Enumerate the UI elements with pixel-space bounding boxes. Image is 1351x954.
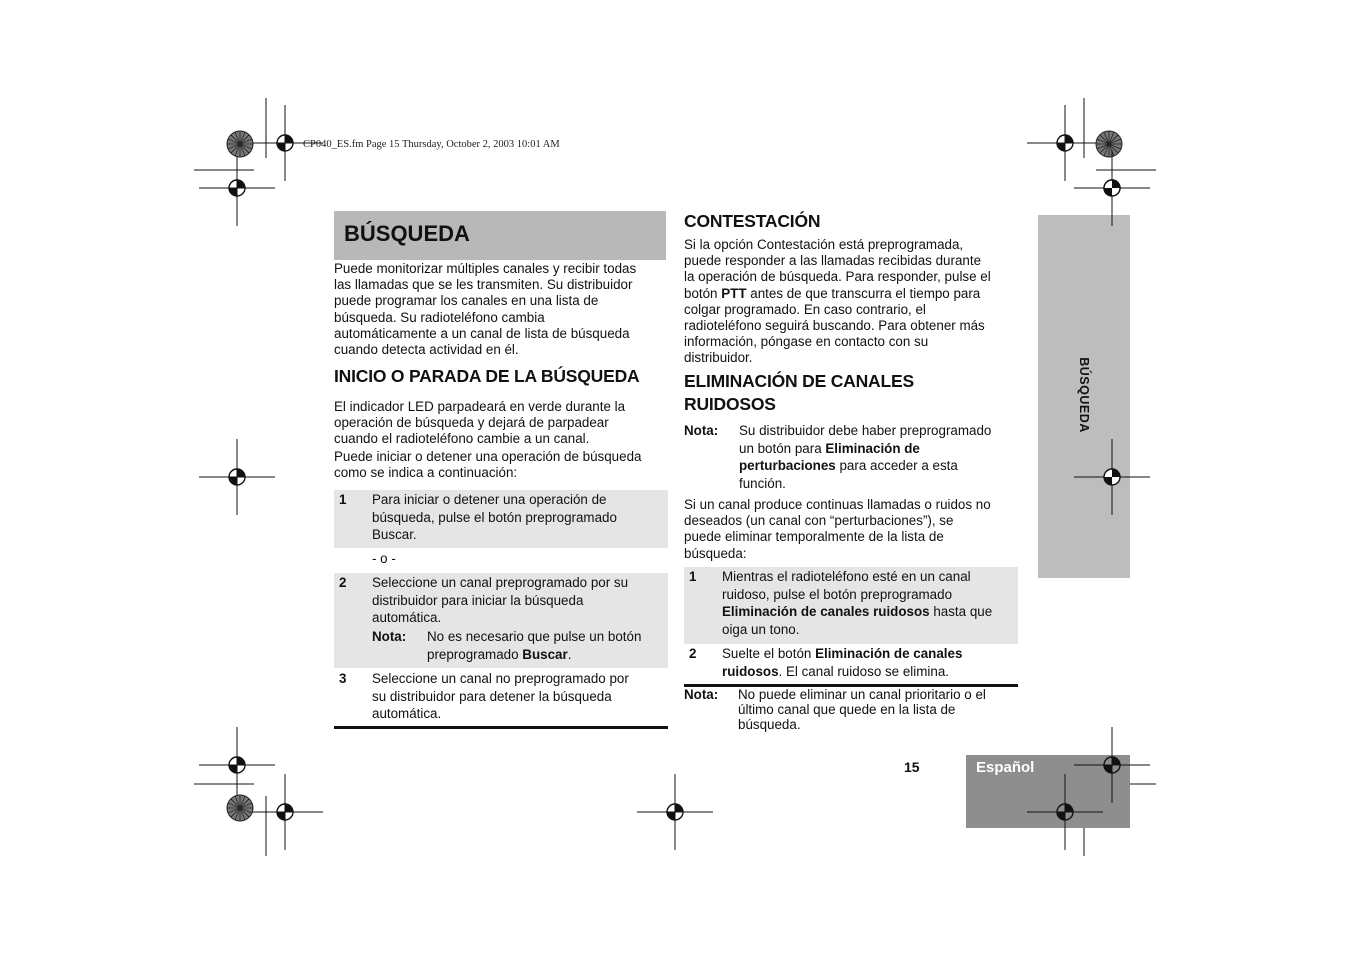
- text-line: Para iniciar o detener una operación de: [372, 492, 607, 507]
- text-line: puede eliminar temporalmente de la lista de: [684, 529, 944, 545]
- text-line: Puede monitorizar múltiples canales y recibir todas: [334, 261, 637, 276]
- text-line: oiga un tono.: [722, 621, 800, 637]
- text-line: distribuidor para iniciar la búsqueda: [372, 592, 584, 608]
- language-tab: [966, 755, 1130, 828]
- text-run: preprogramado: [427, 646, 523, 662]
- step-r-1: [684, 567, 1018, 644]
- text-run: Suelte el botón: [722, 646, 816, 661]
- bold-term: Eliminación de canales: [815, 646, 963, 661]
- bold-term: Buscar: [522, 646, 568, 662]
- text-line: automática.: [372, 610, 442, 625]
- text-line: radioteléfono seguirá buscando. Para obtener más: [684, 318, 985, 334]
- text-line: cuando el radioteléfono cambie a un canal.: [334, 431, 590, 447]
- text-line: búsqueda.: [738, 717, 801, 732]
- step-number: 2: [689, 646, 697, 661]
- text-line: búsqueda:: [684, 545, 747, 561]
- text-line: deseados (un canal con “perturbaciones”), se: [684, 513, 954, 529]
- step-r-2: [684, 645, 1018, 684]
- eliminacion-paragraph: [684, 497, 1018, 562]
- text-run: un botón para: [739, 440, 826, 456]
- or-separator: - o -: [372, 551, 396, 566]
- led-paragraph: [334, 399, 668, 448]
- text-line: Seleccione un canal preprogramado por su: [372, 575, 629, 590]
- text-line: Buscar.: [372, 527, 417, 542]
- contestacion-heading: CONTESTACIÓN: [684, 211, 821, 231]
- text-line: El indicador LED parpadeará en verde durante la: [334, 399, 626, 414]
- page-number: 15: [904, 759, 920, 775]
- text-line: información, póngase en contacto con su: [684, 334, 929, 350]
- text-line: [739, 457, 1019, 475]
- text-run: antes de que transcurra el tiempo para: [746, 285, 981, 301]
- text-line: No puede eliminar un canal prioritario o el: [738, 687, 986, 702]
- note-label: Nota:: [684, 423, 719, 438]
- instructions-paragraph: [334, 449, 668, 481]
- text-line: [722, 645, 1012, 663]
- intro-paragraph: [334, 261, 668, 358]
- table-end-rule: [334, 726, 668, 729]
- text-line: ruidoso, pulse el botón preprogramado: [722, 586, 953, 602]
- step-text: [372, 670, 660, 723]
- text-line: No es necesario que pulse un botón: [427, 629, 642, 644]
- bold-term: Eliminación de canales ruidosos: [722, 604, 930, 619]
- section-heading: INICIO O PARADA DE LA BÚSQUEDA: [334, 366, 640, 386]
- note-text: [427, 628, 641, 663]
- step-3: [334, 670, 668, 726]
- text-line: distribuidor.: [684, 350, 753, 366]
- text-line: Seleccione un canal no preprogramado por: [372, 671, 629, 686]
- note-text: [738, 687, 1018, 732]
- text-line: Su distribuidor debe haber preprogramado: [739, 423, 992, 438]
- step-text: [372, 491, 660, 544]
- text-line: Mientras el radioteléfono esté en un canal: [722, 569, 971, 584]
- text-line: Si la opción Contestación está preprogramada,: [684, 237, 964, 252]
- text-line: la operación de búsqueda. Para responder, pulse el: [684, 269, 991, 285]
- text-line: cuando detecta actividad en él.: [334, 342, 519, 358]
- side-tab-label: BÚSQUEDA: [1077, 357, 1091, 433]
- bold-term: PTT: [721, 285, 747, 301]
- bold-term: ruidosos: [722, 663, 779, 679]
- text-run: hasta que: [929, 604, 993, 619]
- text-run: . El canal ruidoso se elimina.: [778, 663, 949, 679]
- text-line: [722, 663, 1012, 681]
- bold-term: perturbaciones: [739, 458, 836, 473]
- text-line: operación de búsqueda y dejará de parpadear: [334, 415, 609, 431]
- step-2: [334, 573, 668, 668]
- text-line: [739, 440, 1019, 458]
- text-line: [427, 646, 641, 664]
- step-number: 1: [689, 569, 697, 584]
- file-header: CP040_ES.fm Page 15 Thursday, October 2, 2003 10:01 AM: [303, 139, 560, 150]
- text-run: .: [567, 646, 572, 662]
- text-run: botón: [684, 285, 722, 301]
- step-text: [722, 645, 1012, 680]
- step-number: 3: [339, 671, 347, 686]
- side-chapter-tab: [1038, 215, 1130, 578]
- text-line: Puede iniciar o detener una operación de búsqueda: [334, 449, 642, 464]
- text-line: último canal que quede en la lista de: [738, 702, 956, 717]
- bold-term: Eliminación de: [825, 440, 920, 456]
- eliminacion-heading: [684, 370, 914, 416]
- note-label: Nota:: [372, 629, 407, 644]
- page-title: BÚSQUEDA: [344, 221, 470, 246]
- text-line: como se indica a continuación:: [334, 465, 518, 481]
- step-number: 2: [339, 575, 347, 590]
- text-line: búsqueda, pulse el botón preprogramado: [372, 509, 617, 525]
- step-text: [372, 574, 660, 627]
- text-line: colgar programado. En caso contrario, el: [684, 301, 926, 317]
- section-title-band: [334, 211, 666, 260]
- text-run: para acceder a esta: [835, 458, 958, 473]
- note-label: Nota:: [684, 687, 719, 702]
- step-number: 1: [339, 492, 347, 507]
- text-line: función.: [739, 475, 786, 491]
- text-line: puede responder a las llamadas recibidas durante: [684, 253, 982, 269]
- language-label: Español: [976, 759, 1035, 776]
- text-line: las llamadas que se les transmiten. Su distribuidor: [334, 277, 633, 293]
- heading-line: ELIMINACIÓN DE CANALES: [684, 371, 914, 391]
- text-line: su distribuidor para detener la búsqueda: [372, 688, 612, 704]
- text-line: puede programar los canales en una lista de: [334, 293, 599, 309]
- text-line: automáticamente a un canal de lista de búsqueda: [334, 325, 630, 341]
- text-line: [722, 603, 1012, 621]
- text-line: [684, 286, 1018, 302]
- step-1: [334, 490, 668, 548]
- step-text: [722, 568, 1012, 638]
- contestacion-paragraph: [684, 237, 1018, 367]
- text-line: Si un canal produce continuas llamadas o ruidos no: [684, 497, 991, 512]
- note-text: [739, 422, 1019, 492]
- heading-line: RUIDOSOS: [684, 394, 776, 414]
- text-line: automática.: [372, 706, 442, 721]
- text-line: búsqueda. Su radioteléfono cambia: [334, 309, 545, 325]
